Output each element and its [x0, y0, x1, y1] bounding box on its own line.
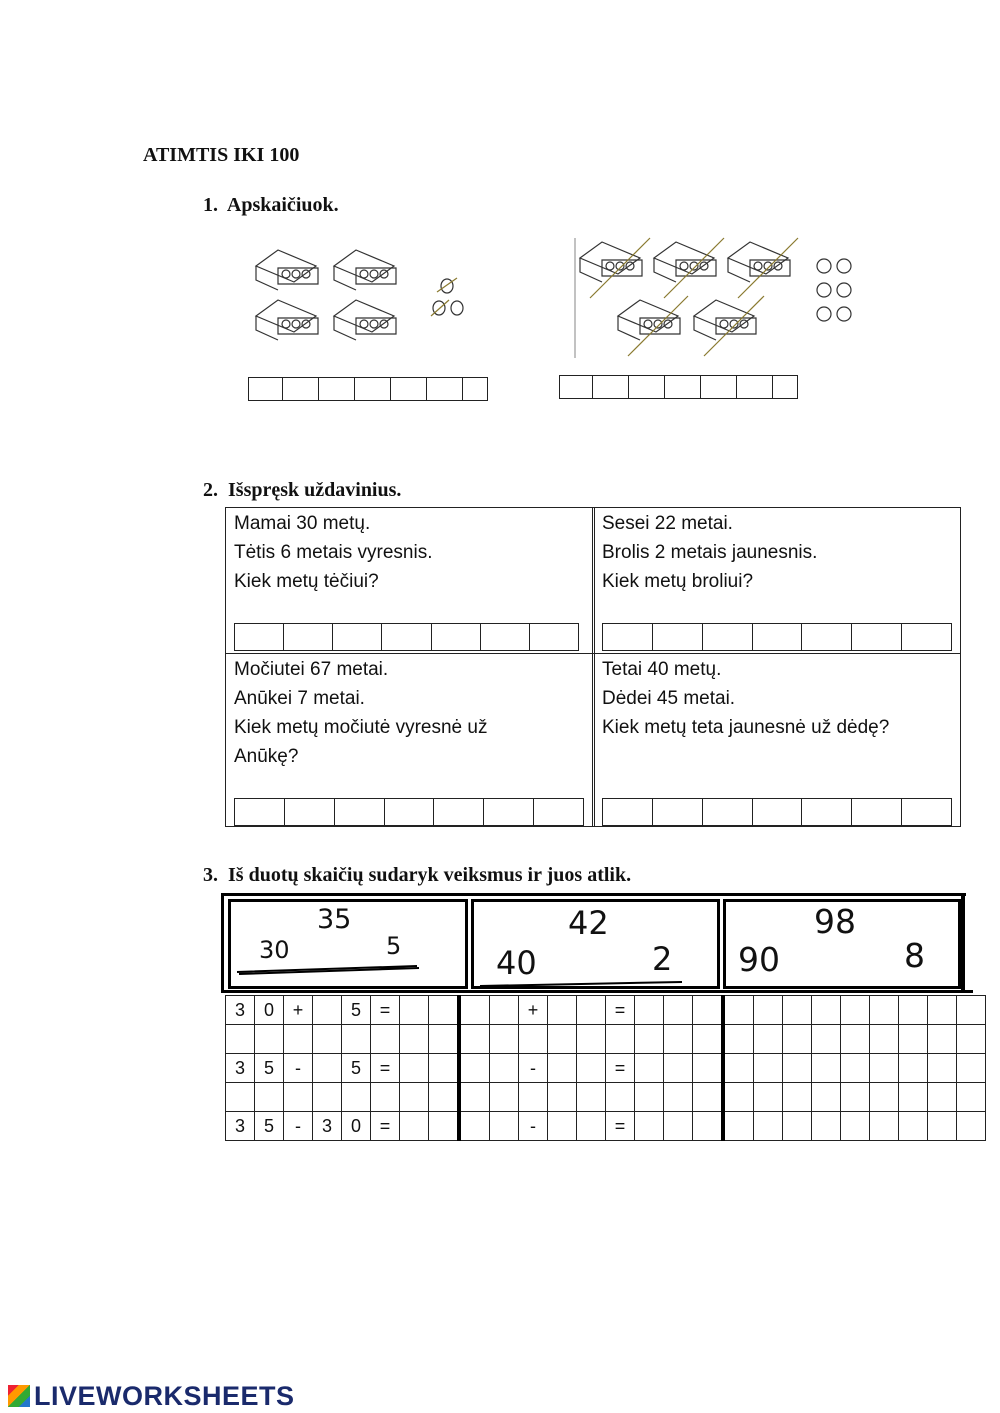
- answer-cell[interactable]: [235, 624, 284, 650]
- liveworksheets-logo-icon: [8, 1385, 30, 1407]
- grid-cell[interactable]: [635, 996, 664, 1025]
- grid-cell[interactable]: [577, 1025, 606, 1054]
- grid-cell[interactable]: [606, 1025, 635, 1054]
- grid-cell[interactable]: [841, 1112, 870, 1141]
- grid-cell[interactable]: [928, 996, 957, 1025]
- problem-4: [602, 655, 889, 742]
- answer-cell[interactable]: [852, 624, 902, 650]
- grid-cell[interactable]: [841, 1083, 870, 1112]
- answer-cell[interactable]: [737, 376, 773, 398]
- grid-cell[interactable]: +: [519, 996, 548, 1025]
- answer-cell[interactable]: [249, 378, 283, 400]
- grid-cell[interactable]: [693, 1083, 724, 1112]
- grid-row: [226, 1054, 986, 1083]
- grid-cell[interactable]: [899, 996, 928, 1025]
- grid-cell[interactable]: 5: [255, 1054, 284, 1083]
- grid-cell[interactable]: [459, 1112, 490, 1141]
- answer-cell[interactable]: [319, 378, 355, 400]
- grid-cell[interactable]: [400, 996, 429, 1025]
- answer-cell[interactable]: [534, 799, 583, 825]
- group-top-number: 42: [568, 904, 609, 942]
- group-right-number: 8: [904, 936, 925, 975]
- group-top-number: 98: [814, 902, 856, 941]
- grid-cell[interactable]: [313, 1083, 342, 1112]
- grid-cell[interactable]: [899, 1112, 928, 1141]
- answer-boxes-1a[interactable]: [248, 377, 488, 401]
- egg-carton-icon: [580, 238, 650, 298]
- egg-cartons-right-illustration: [574, 228, 874, 360]
- grid-cell[interactable]: [664, 996, 693, 1025]
- grid-cell[interactable]: [870, 1083, 899, 1112]
- problem-text-line: Kiek metų broliui?: [602, 571, 754, 592]
- problem-text-line: Močiutei 67 metai.: [234, 659, 389, 680]
- grid-cell[interactable]: [400, 1083, 429, 1112]
- grid-cell[interactable]: [459, 996, 490, 1025]
- grid-cell[interactable]: [754, 1025, 783, 1054]
- grid-cell[interactable]: [841, 1025, 870, 1054]
- answer-cell[interactable]: [335, 799, 385, 825]
- answer-cell[interactable]: [701, 376, 737, 398]
- number-group-2: [471, 899, 720, 989]
- page-title: ATIMTIS IKI 100: [143, 144, 300, 166]
- problem-2: [602, 509, 817, 596]
- problem-1: [234, 509, 433, 596]
- grid-cell[interactable]: [255, 1083, 284, 1112]
- grid-cell[interactable]: [723, 1083, 754, 1112]
- grid-cell[interactable]: [841, 1054, 870, 1083]
- grid-cell[interactable]: [957, 1083, 986, 1112]
- grid-cell[interactable]: [490, 996, 519, 1025]
- underline-stroke: [474, 902, 719, 988]
- group-left-number: 90: [738, 940, 780, 979]
- grid-cell[interactable]: 5: [342, 1054, 371, 1083]
- group-right-number: 5: [386, 932, 402, 960]
- egg-carton-icon: [334, 250, 396, 290]
- grid-cell[interactable]: [429, 1025, 460, 1054]
- grid-cell[interactable]: [928, 1083, 957, 1112]
- grid-cell[interactable]: 5: [255, 1112, 284, 1141]
- answer-cell[interactable]: [284, 624, 333, 650]
- answer-cell[interactable]: [665, 376, 701, 398]
- grid-cell[interactable]: [429, 1083, 460, 1112]
- grid-cell[interactable]: [284, 1025, 313, 1054]
- grid-cell[interactable]: [812, 996, 841, 1025]
- answer-boxes-2d[interactable]: [602, 798, 952, 826]
- grid-cell[interactable]: [754, 1112, 783, 1141]
- grid-cell[interactable]: -: [519, 1054, 548, 1083]
- grid-cell[interactable]: [664, 1025, 693, 1054]
- grid-cell[interactable]: [899, 1083, 928, 1112]
- grid-cell[interactable]: [490, 1112, 519, 1141]
- grid-cell[interactable]: [635, 1025, 664, 1054]
- problem-text-line: Dėdei 45 metai.: [602, 688, 736, 709]
- answer-cell[interactable]: [283, 378, 319, 400]
- answer-cell[interactable]: [629, 376, 665, 398]
- answer-cell[interactable]: [802, 624, 852, 650]
- answer-cell[interactable]: [285, 799, 335, 825]
- grid-cell[interactable]: [841, 996, 870, 1025]
- grid-cell[interactable]: [783, 1025, 812, 1054]
- answer-cell[interactable]: [603, 624, 653, 650]
- grid-cell[interactable]: =: [371, 996, 400, 1025]
- grid-cell[interactable]: [606, 1083, 635, 1112]
- answer-cell[interactable]: [703, 624, 753, 650]
- egg-carton-icon: [618, 296, 688, 356]
- answer-cell[interactable]: [463, 378, 487, 400]
- egg-carton-icon: [654, 238, 724, 298]
- grid-cell[interactable]: [870, 1054, 899, 1083]
- grid-row: [226, 1112, 986, 1141]
- grid-cell[interactable]: [870, 1112, 899, 1141]
- grid-cell[interactable]: [693, 1025, 724, 1054]
- grid-cell[interactable]: [693, 1054, 724, 1083]
- problem-text-line: Tetai 40 metų.: [602, 659, 722, 680]
- grid-cell[interactable]: [548, 1025, 577, 1054]
- grid-cell[interactable]: [400, 1054, 429, 1083]
- grid-cell[interactable]: [723, 996, 754, 1025]
- group-left-number: 40: [496, 944, 537, 982]
- task-3-label: Iš duotų skaičių sudaryk veiksmus ir juos atlik.: [228, 864, 632, 886]
- answer-cell[interactable]: [902, 799, 951, 825]
- task-3-number: 3.: [203, 864, 218, 886]
- grid-cell[interactable]: [519, 1025, 548, 1054]
- eggs-icon: [817, 259, 851, 321]
- grid-cell[interactable]: +: [284, 996, 313, 1025]
- problems-table: [225, 507, 961, 827]
- grid-cell[interactable]: [313, 1054, 342, 1083]
- problem-text-line: Anūkę?: [234, 746, 299, 767]
- grid-row: [226, 1025, 986, 1054]
- grid-cell[interactable]: [313, 996, 342, 1025]
- grid-cell[interactable]: [577, 1112, 606, 1141]
- grid-cell[interactable]: [519, 1083, 548, 1112]
- grid-cell[interactable]: [429, 996, 460, 1025]
- grid-cell[interactable]: [313, 1025, 342, 1054]
- answer-boxes-2b[interactable]: [602, 623, 952, 651]
- answer-cell[interactable]: [603, 799, 653, 825]
- operations-grid: [225, 995, 986, 1141]
- brand-text: LIVEWORKSHEETS: [34, 1381, 295, 1411]
- grid-cell[interactable]: [723, 1025, 754, 1054]
- grid-cell[interactable]: [490, 1025, 519, 1054]
- grid-cell[interactable]: 5: [342, 996, 371, 1025]
- egg-carton-icon: [256, 300, 318, 340]
- egg-carton-icon: [728, 238, 798, 298]
- problem-text-line: Anūkei 7 metai.: [234, 688, 365, 709]
- answer-cell[interactable]: [391, 378, 427, 400]
- grid-cell[interactable]: [957, 1025, 986, 1054]
- grid-cell[interactable]: [371, 1025, 400, 1054]
- grid-cell[interactable]: [429, 1054, 460, 1083]
- answer-cell[interactable]: [703, 799, 753, 825]
- grid-cell[interactable]: [812, 1112, 841, 1141]
- grid-cell[interactable]: [783, 1083, 812, 1112]
- task-1-number: 1.: [203, 194, 218, 216]
- grid-cell[interactable]: [226, 1083, 255, 1112]
- answer-boxes-2c[interactable]: [234, 798, 584, 826]
- grid-cell[interactable]: [577, 1054, 606, 1083]
- grid-cell[interactable]: [342, 1083, 371, 1112]
- grid-cell[interactable]: [342, 1025, 371, 1054]
- grid-cell[interactable]: [577, 1083, 606, 1112]
- grid-cell[interactable]: [459, 1083, 490, 1112]
- grid-cell[interactable]: [928, 1112, 957, 1141]
- grid-cell[interactable]: =: [606, 1054, 635, 1083]
- problem-text-line: Brolis 2 metais jaunesnis.: [602, 542, 818, 563]
- grid-cell[interactable]: -: [284, 1112, 313, 1141]
- answer-cell[interactable]: [773, 376, 797, 398]
- grid-cell[interactable]: [754, 1083, 783, 1112]
- task-2-label: Išspręsk uždavinius.: [228, 479, 402, 501]
- answer-cell[interactable]: [753, 799, 803, 825]
- grid-cell[interactable]: [723, 1112, 754, 1141]
- answer-cell[interactable]: [560, 376, 593, 398]
- group-left-number: 30: [259, 936, 290, 964]
- grid-cell[interactable]: [635, 1112, 664, 1141]
- grid-cell[interactable]: 3: [226, 996, 255, 1025]
- grid-cell[interactable]: [754, 996, 783, 1025]
- answer-cell[interactable]: [753, 624, 803, 650]
- problem-text-line: Mamai 30 metų.: [234, 513, 371, 534]
- grid-cell[interactable]: [255, 1025, 284, 1054]
- answer-cell[interactable]: [593, 376, 629, 398]
- grid-cell[interactable]: [490, 1054, 519, 1083]
- problem-text-line: Kiek metų teta jaunesnė už dėdę?: [602, 717, 890, 738]
- grid-cell[interactable]: =: [606, 1112, 635, 1141]
- task-2-heading: [203, 479, 401, 502]
- answer-cell[interactable]: [333, 624, 382, 650]
- grid-cell[interactable]: [664, 1054, 693, 1083]
- grid-cell[interactable]: [783, 996, 812, 1025]
- grid-row: [226, 1083, 986, 1112]
- task-1-heading: [203, 194, 339, 217]
- liveworksheets-logo[interactable]: [8, 1381, 295, 1412]
- grid-cell[interactable]: [400, 1112, 429, 1141]
- answer-cell[interactable]: [653, 799, 703, 825]
- eggs-icon: [431, 278, 463, 316]
- answer-cell[interactable]: [484, 799, 534, 825]
- grid-cell[interactable]: [371, 1083, 400, 1112]
- grid-cell[interactable]: [783, 1054, 812, 1083]
- grid-cell[interactable]: =: [371, 1112, 400, 1141]
- grid-cell[interactable]: [928, 1054, 957, 1083]
- task-1-label: Apskaičiuok.: [226, 194, 339, 216]
- answer-boxes-1b[interactable]: [559, 375, 798, 399]
- grid-cell[interactable]: [459, 1054, 490, 1083]
- grid-cell[interactable]: [459, 1025, 490, 1054]
- grid-cell[interactable]: 0: [255, 996, 284, 1025]
- grid-cell[interactable]: [783, 1112, 812, 1141]
- grid-cell[interactable]: [957, 1112, 986, 1141]
- answer-cell[interactable]: [902, 624, 951, 650]
- grid-cell[interactable]: [928, 1025, 957, 1054]
- answer-cell[interactable]: [852, 799, 902, 825]
- answer-cell[interactable]: [434, 799, 484, 825]
- egg-cartons-left-illustration: [250, 238, 490, 358]
- answer-cell[interactable]: [432, 624, 481, 650]
- answer-cell[interactable]: [530, 624, 578, 650]
- group-right-number: 2: [652, 940, 673, 978]
- grid-cell[interactable]: [723, 1054, 754, 1083]
- answer-boxes-2a[interactable]: [234, 623, 579, 651]
- problem-text-line: Tėtis 6 metais vyresnis.: [234, 542, 433, 563]
- grid-cell[interactable]: [490, 1083, 519, 1112]
- grid-cell[interactable]: [400, 1025, 429, 1054]
- grid-cell[interactable]: [754, 1054, 783, 1083]
- answer-cell[interactable]: [802, 799, 852, 825]
- grid-cell[interactable]: [899, 1025, 928, 1054]
- grid-cell[interactable]: [548, 1112, 577, 1141]
- grid-cell[interactable]: [812, 1025, 841, 1054]
- grid-cell[interactable]: 3: [226, 1112, 255, 1141]
- grid-cell[interactable]: [812, 1054, 841, 1083]
- grid-cell[interactable]: -: [284, 1054, 313, 1083]
- problem-text-line: Kiek metų močiutė vyresnė už: [234, 717, 488, 738]
- grid-cell[interactable]: [635, 1083, 664, 1112]
- grid-cell[interactable]: 3: [313, 1112, 342, 1141]
- grid-cell[interactable]: [870, 996, 899, 1025]
- grid-cell[interactable]: [548, 996, 577, 1025]
- answer-cell[interactable]: [355, 378, 391, 400]
- answer-cell[interactable]: [427, 378, 463, 400]
- grid-cell[interactable]: [226, 1025, 255, 1054]
- grid-cell[interactable]: [957, 1054, 986, 1083]
- grid-cell[interactable]: =: [606, 996, 635, 1025]
- number-group-1: [228, 899, 468, 989]
- grid-cell[interactable]: [548, 1054, 577, 1083]
- grid-cell[interactable]: [693, 1112, 724, 1141]
- grid-cell[interactable]: [899, 1054, 928, 1083]
- task-3-heading: [203, 864, 631, 887]
- grid-cell[interactable]: [284, 1083, 313, 1112]
- egg-carton-icon: [334, 300, 396, 340]
- grid-cell[interactable]: [957, 996, 986, 1025]
- answer-cell[interactable]: [382, 624, 431, 650]
- answer-cell[interactable]: [653, 624, 703, 650]
- task-2-number: 2.: [203, 479, 218, 501]
- group-top-number: 35: [317, 904, 352, 935]
- grid-cell[interactable]: 0: [342, 1112, 371, 1141]
- number-group-3: [723, 899, 961, 989]
- underline-stroke: [231, 902, 467, 988]
- grid-cell[interactable]: [664, 1083, 693, 1112]
- grid-cell[interactable]: [693, 996, 724, 1025]
- problem-text-line: Sesei 22 metai.: [602, 513, 733, 534]
- answer-cell[interactable]: [235, 799, 285, 825]
- grid-cell[interactable]: 3: [226, 1054, 255, 1083]
- answer-cell[interactable]: [385, 799, 435, 825]
- grid-cell[interactable]: -: [519, 1112, 548, 1141]
- grid-cell[interactable]: [548, 1083, 577, 1112]
- egg-carton-icon: [694, 296, 764, 356]
- grid-cell[interactable]: [812, 1083, 841, 1112]
- grid-cell[interactable]: [635, 1054, 664, 1083]
- egg-carton-icon: [256, 250, 318, 290]
- grid-row: [226, 996, 986, 1025]
- answer-cell[interactable]: [481, 624, 530, 650]
- problem-text-line: Kiek metų tėčiui?: [234, 571, 379, 592]
- grid-cell[interactable]: =: [371, 1054, 400, 1083]
- grid-cell[interactable]: [664, 1112, 693, 1141]
- grid-cell[interactable]: [577, 996, 606, 1025]
- grid-cell[interactable]: [429, 1112, 460, 1141]
- problem-3: [234, 655, 487, 771]
- grid-cell[interactable]: [870, 1025, 899, 1054]
